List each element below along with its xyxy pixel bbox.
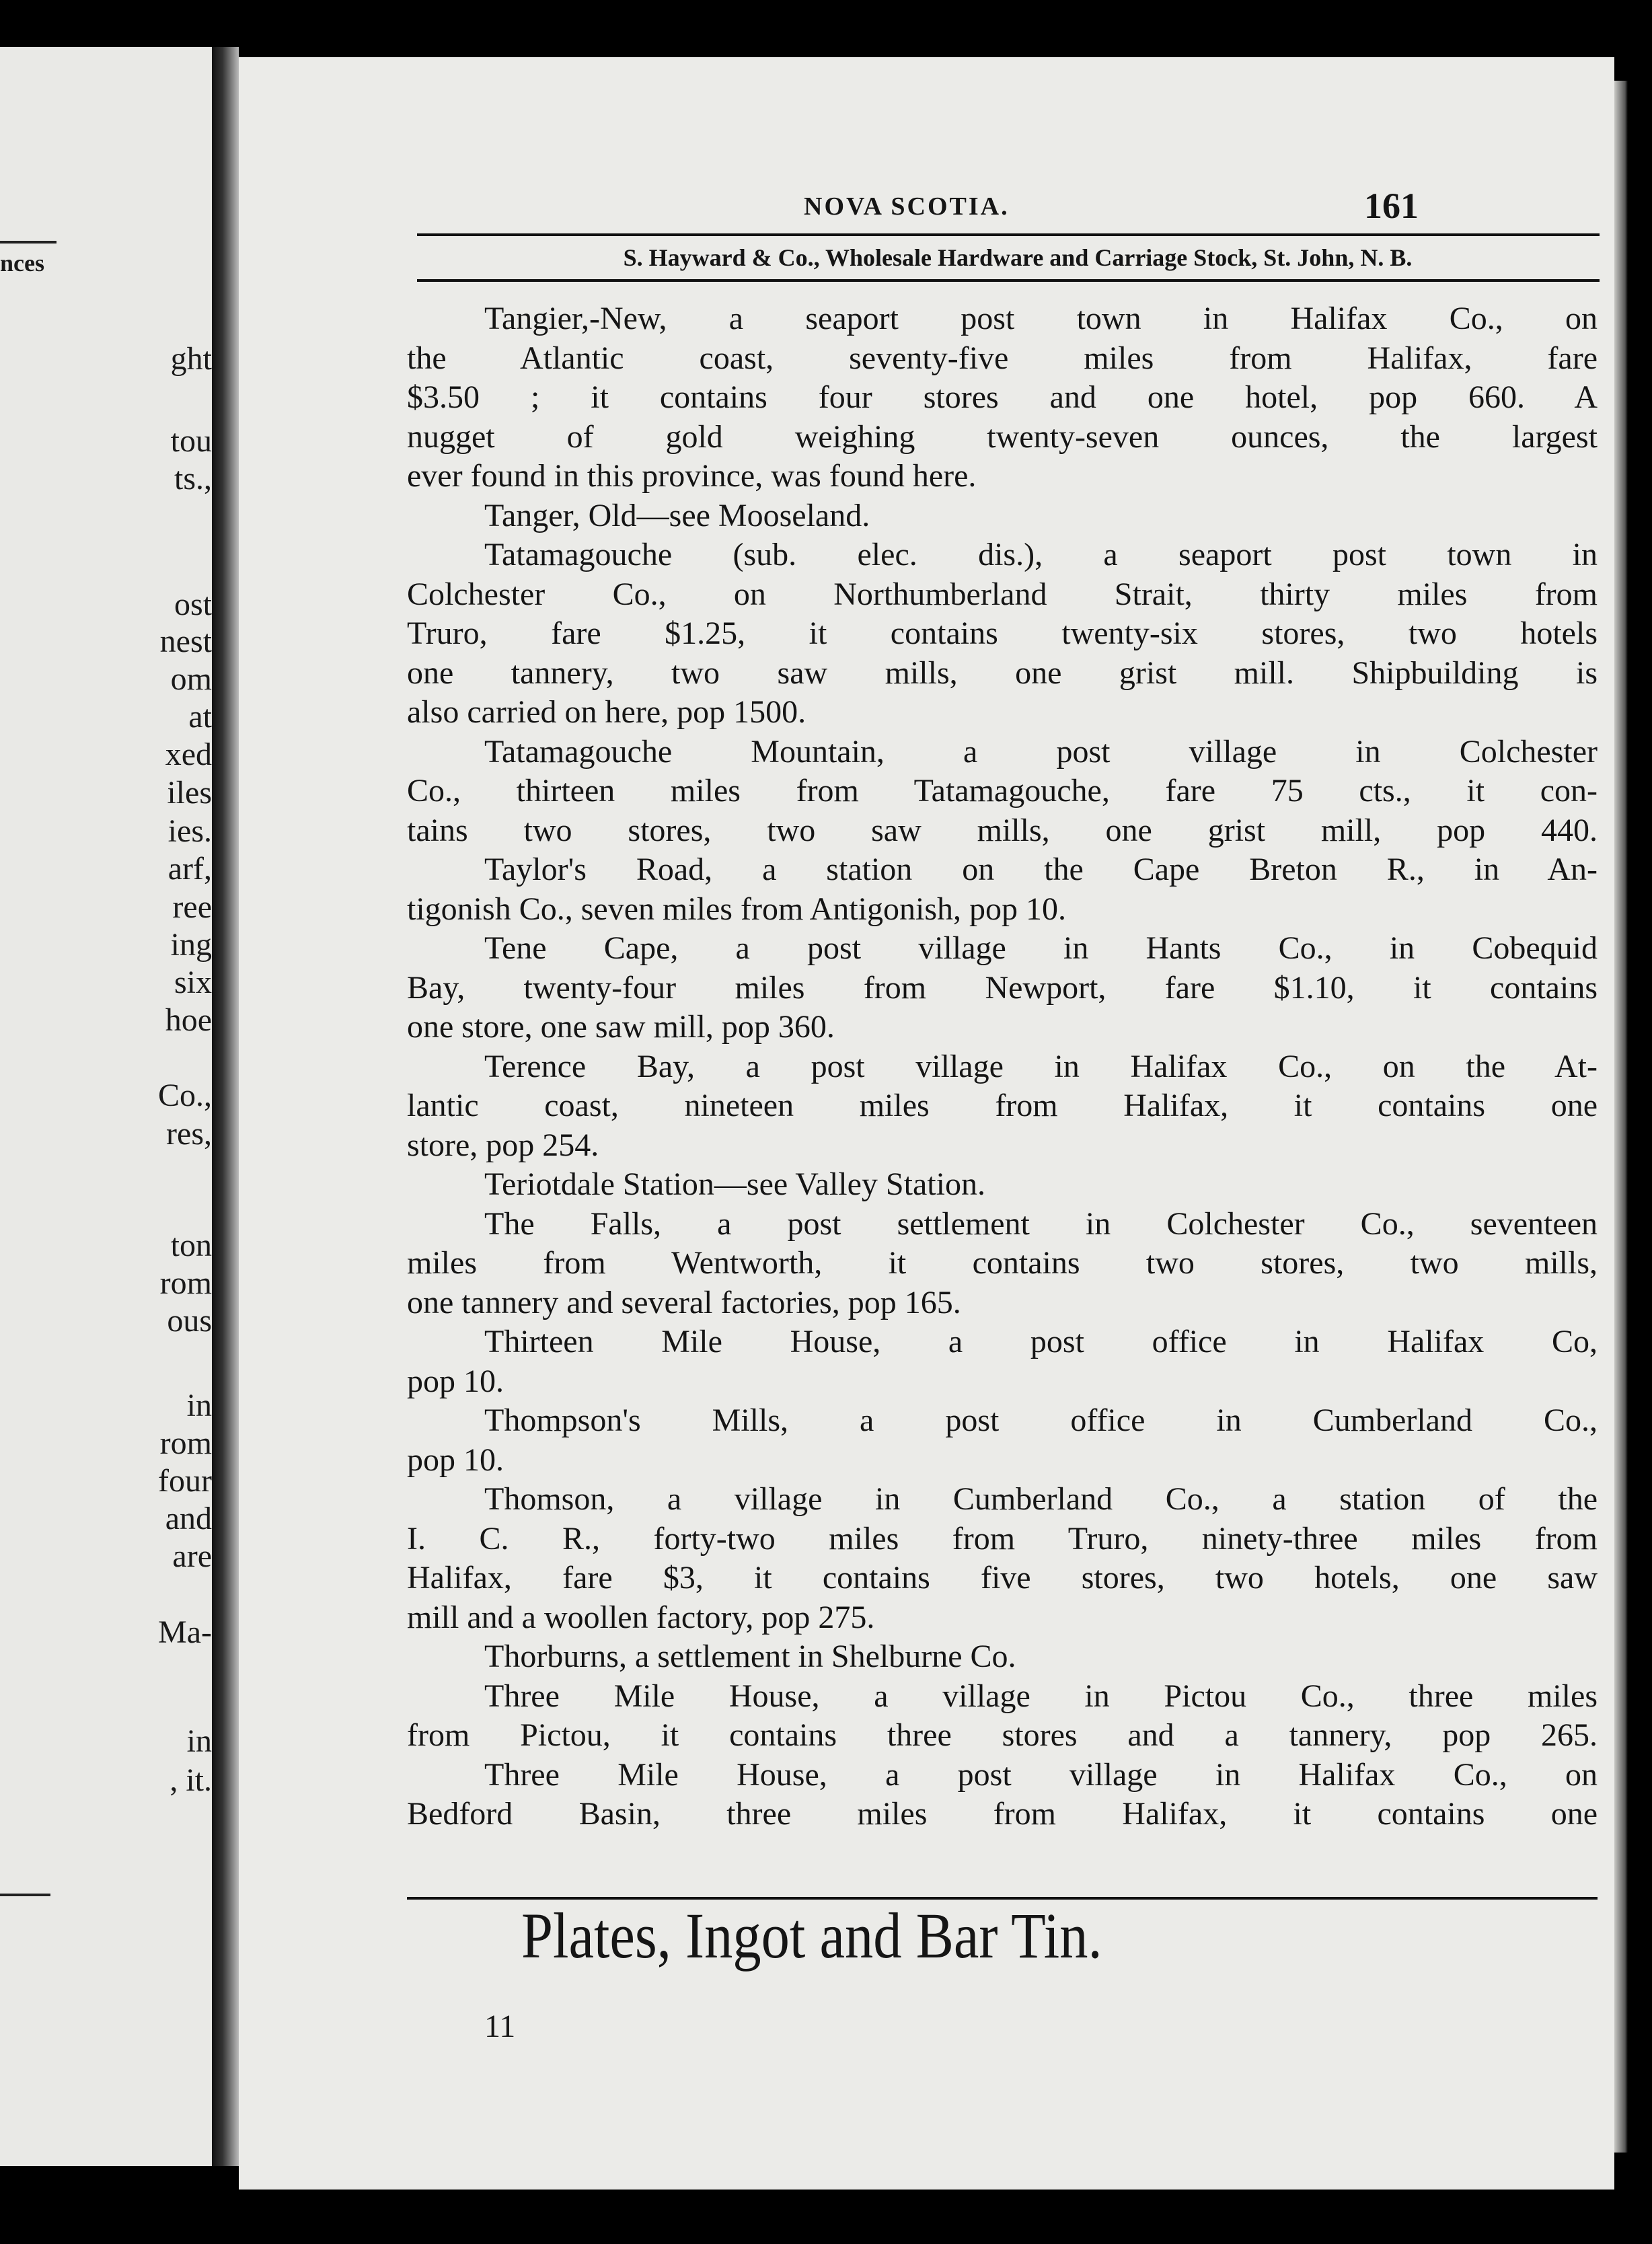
previous-page-word-fragment: ous bbox=[167, 1303, 212, 1339]
text-line: Co., thirteen miles from Tatamagouche, fare 75 cts., it con- bbox=[407, 773, 1598, 809]
previous-page-word-fragment: iles bbox=[167, 775, 212, 811]
text-line: Thompson's Mills, a post office in Cumberland Co., bbox=[484, 1402, 1598, 1438]
previous-page-word-fragment: hoe bbox=[165, 1002, 212, 1038]
previous-page-word-fragment: in bbox=[186, 1388, 212, 1423]
previous-page-word-fragment: arf, bbox=[167, 851, 212, 887]
previous-page-word-fragment: four bbox=[158, 1463, 212, 1499]
previous-page-word-fragment: rom bbox=[159, 1425, 212, 1461]
previous-page-header-fragment: nces bbox=[0, 250, 44, 276]
text-line: pop 10. bbox=[407, 1363, 504, 1399]
previous-page-word-fragment: om bbox=[170, 661, 212, 697]
book-page bbox=[239, 57, 1614, 2190]
previous-page-word-fragment: ree bbox=[172, 889, 212, 925]
text-line: Teriotdale Station—see Valley Station. bbox=[484, 1166, 985, 1202]
text-line: ever found in this province, was found here. bbox=[407, 458, 977, 494]
text-line: mill and a woollen factory, pop 275. bbox=[407, 1599, 875, 1635]
signature-mark: 11 bbox=[484, 2009, 516, 2044]
previous-page-word-fragment: xed bbox=[165, 737, 212, 772]
text-line: miles from Wentworth, it contains two stores, two mills, bbox=[407, 1245, 1598, 1281]
text-line: also carried on here, pop 1500. bbox=[407, 694, 806, 730]
previous-page-word-fragment: ght bbox=[170, 341, 212, 377]
text-line: the Atlantic coast, seventy-five miles from Halifax, fare bbox=[407, 340, 1598, 376]
text-line: from Pictou, it contains three stores and a tannery, pop 265. bbox=[407, 1717, 1598, 1753]
gazetteer-entries bbox=[407, 299, 1598, 1834]
previous-page-word-fragment: rom bbox=[159, 1265, 212, 1301]
text-line: Tangier,-New, a seaport post town in Halifax Co., on bbox=[484, 301, 1598, 336]
text-line: The Falls, a post settlement in Colchester Co., seventeen bbox=[484, 1205, 1598, 1242]
text-line: nugget of gold weighing twenty-seven ounces, the largest bbox=[407, 418, 1598, 455]
previous-page-word-fragment: ts., bbox=[174, 461, 212, 496]
text-line: Terence Bay, a post village in Halifax Co., on the At- bbox=[484, 1048, 1598, 1084]
text-line: Three Mile House, a village in Pictou Co., three miles bbox=[484, 1678, 1598, 1714]
text-line: pop 10. bbox=[407, 1442, 504, 1478]
previous-page-header-rule bbox=[0, 241, 57, 244]
previous-page-word-fragment: tou bbox=[170, 423, 212, 459]
previous-page-word-fragment: nest bbox=[159, 624, 212, 659]
text-line: Tene Cape, a post village in Hants Co., in Cobequid bbox=[484, 930, 1598, 966]
text-line: Halifax, fare $3, it contains five stores, two hotels, one saw bbox=[407, 1560, 1598, 1596]
previous-page-word-fragment: ies. bbox=[167, 813, 212, 849]
previous-page-word-fragment: , it. bbox=[170, 1762, 212, 1798]
previous-page-word-fragment: and bbox=[165, 1501, 212, 1536]
previous-page-word-fragment: Co., bbox=[157, 1078, 212, 1113]
text-line: Thorburns, a settlement in Shelburne Co. bbox=[484, 1639, 1016, 1674]
text-line: store, pop 254. bbox=[407, 1127, 599, 1163]
text-line: one tannery and several factories, pop 165. bbox=[407, 1284, 961, 1320]
text-line: tigonish Co., seven miles from Antigonish, pop 10. bbox=[407, 891, 1066, 927]
previous-page-word-fragment: Ma- bbox=[158, 1614, 212, 1650]
previous-page-word-fragment: at bbox=[188, 699, 212, 735]
previous-page-word-fragment: res, bbox=[166, 1116, 212, 1152]
text-line: Thirteen Mile House, a post office in Halifax Co, bbox=[484, 1324, 1598, 1359]
previous-page-word-fragment: ost bbox=[174, 587, 212, 622]
text-line: Tatamagouche Mountain, a post village in Colchester bbox=[484, 733, 1598, 770]
text-line: Truro, fare $1.25, it contains twenty-six stores, two hotels bbox=[407, 615, 1598, 651]
text-line: Tatamagouche (sub. elec. dis.), a seaport post town in bbox=[484, 537, 1598, 572]
text-line: tains two stores, two saw mills, one grist mill, pop 440. bbox=[407, 812, 1598, 848]
text-line: lantic coast, nineteen miles from Halifax, it contains one bbox=[407, 1088, 1598, 1123]
previous-page-word-fragment: in bbox=[186, 1723, 212, 1759]
text-line: Thomson, a village in Cumberland Co., a station of the bbox=[484, 1481, 1598, 1517]
text-line: Bay, twenty-four miles from Newport, fare $1.10, it contains bbox=[407, 969, 1598, 1006]
header-rule-top bbox=[417, 233, 1600, 236]
top-advertisement: S. Hayward & Co., Wholesale Hardware and Carriage Stock, St. John, N. B. bbox=[623, 244, 1413, 271]
previous-page-word-fragment: are bbox=[172, 1538, 212, 1574]
previous-page-word-fragment: ing bbox=[170, 927, 212, 963]
text-line: I. C. R., forty-two miles from Truro, ninety-three miles from bbox=[407, 1520, 1598, 1557]
text-line: one tannery, two saw mills, one grist mill. Shipbuilding is bbox=[407, 654, 1598, 691]
book-gutter bbox=[212, 47, 239, 2166]
header-rule-bottom bbox=[417, 279, 1600, 282]
running-head bbox=[239, 185, 1614, 239]
page-edge bbox=[1614, 81, 1628, 2153]
text-line: Taylor's Road, a station on the Cape Breton R., in An- bbox=[484, 852, 1598, 887]
bottom-advertisement: Plates, Ingot and Bar Tin. bbox=[521, 1900, 1102, 1972]
text-line: Bedford Basin, three miles from Halifax, it contains one bbox=[407, 1796, 1598, 1832]
running-head-title: NOVA SCOTIA. bbox=[804, 192, 1010, 221]
text-line: $3.50 ; it contains four stores and one hotel, pop 660. A bbox=[407, 379, 1598, 415]
text-line: one store, one saw mill, pop 360. bbox=[407, 1009, 835, 1045]
previous-page-fragment bbox=[0, 47, 212, 2166]
previous-page-footer-rule bbox=[0, 1894, 50, 1896]
text-line: Tanger, Old—see Mooseland. bbox=[484, 497, 870, 533]
text-line: Three Mile House, a post village in Halifax Co., on bbox=[484, 1756, 1598, 1793]
previous-page-word-fragment: six bbox=[174, 965, 212, 1000]
previous-page-word-fragment: ton bbox=[170, 1228, 212, 1263]
page-number: 161 bbox=[1364, 186, 1419, 226]
text-line: Colchester Co., on Northumberland Strait, thirty miles from bbox=[407, 576, 1598, 612]
